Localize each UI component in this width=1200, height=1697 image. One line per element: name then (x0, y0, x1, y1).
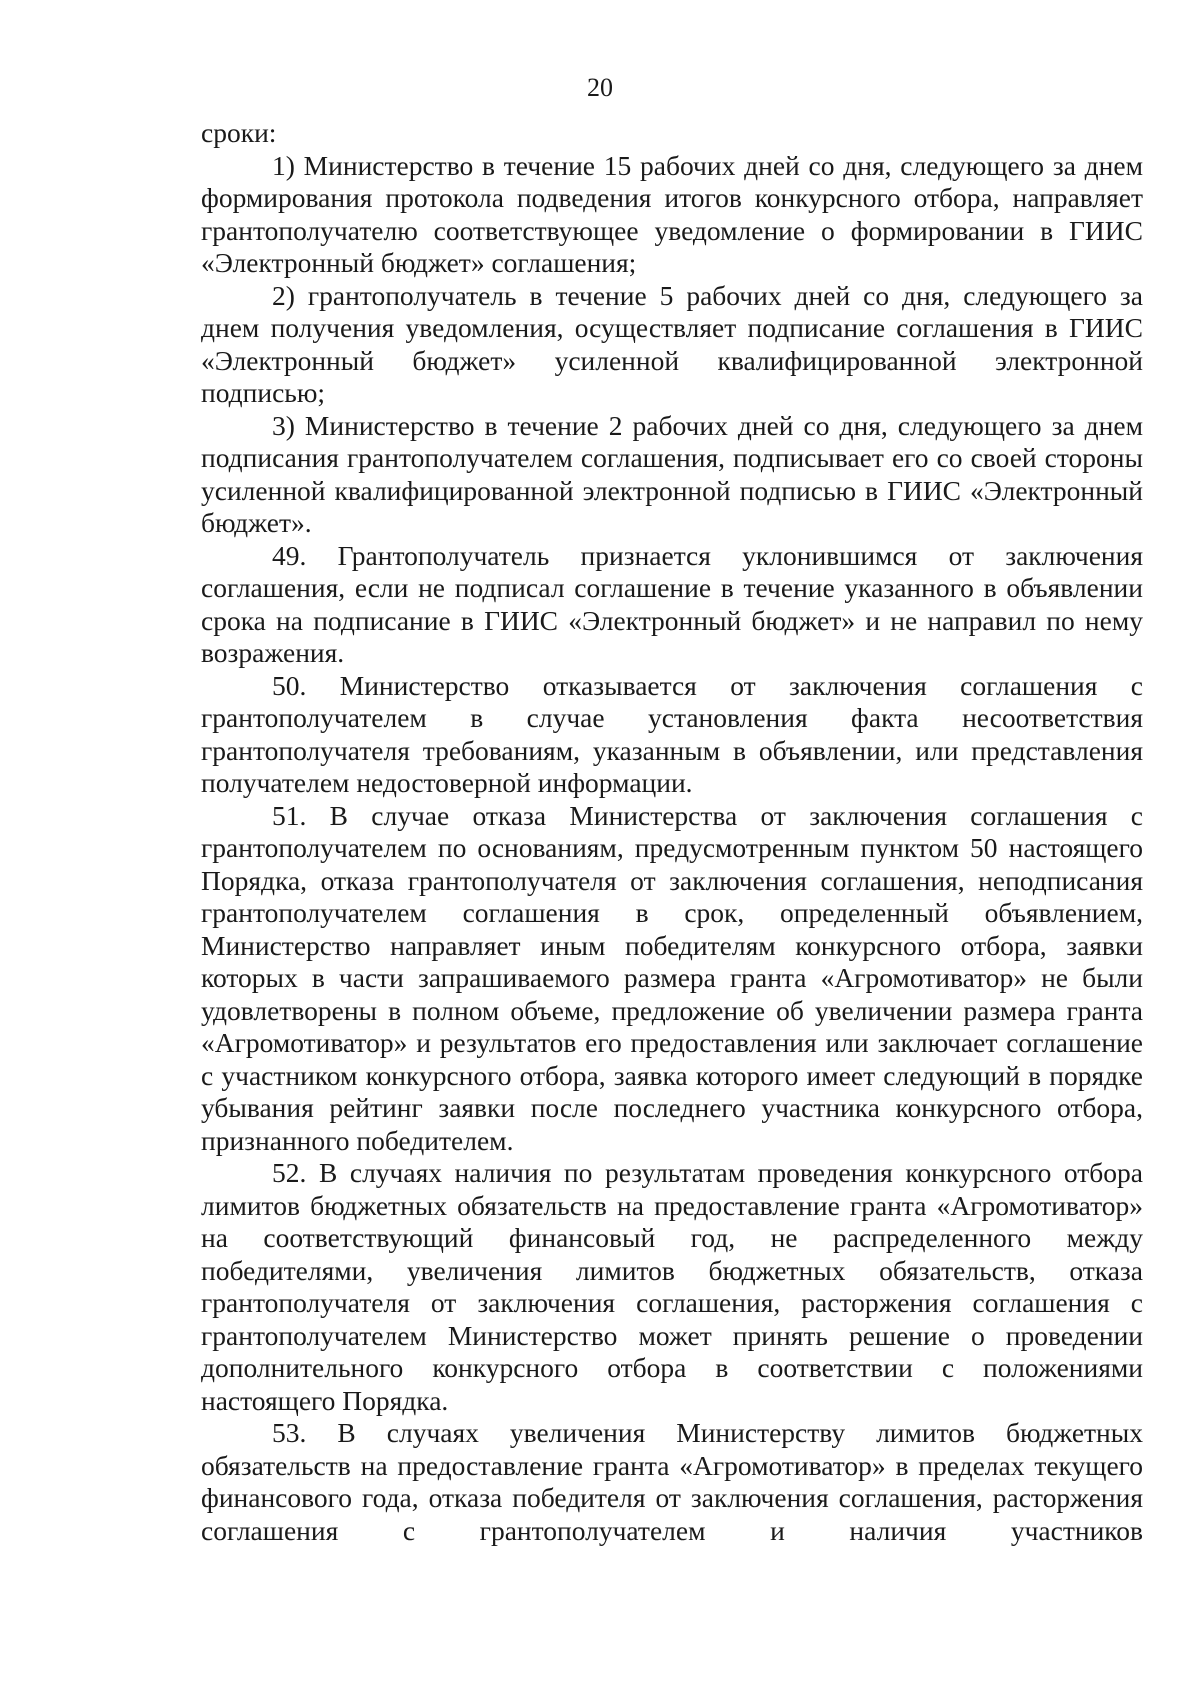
paragraph-49: 49. Грантополучатель признается уклонившимся от заключения соглашения, если не подписал соглашение в течение указанного в объявлении срока на подписание в ГИИС «Электронный бюджет» и не направил по нему возражения. (201, 539, 1143, 668)
paragraph-50: 50. Министерство отказывается от заключения соглашения с грантополучателем в случае установления факта несоответствия грантополучателя требованиям, указанным в объявлении, или представления получателем недостоверной информации. (201, 669, 1143, 798)
page-number: 20 (587, 73, 613, 102)
document-body (201, 117, 1143, 1547)
paragraph-52: 52. В случаях наличия по результатам проведения конкурсного отбора лимитов бюджетных обязательств на предоставление гранта «Агромотиватор» на соответствующий финансовый год, не распределенного между победителями, увеличения лимитов бюджетных обязательств, отказа грантополучателя от заключения соглашения, расторжения соглашения с грантополучателем Министерство может принять решение о проведении дополнительного конкурсного отбора в соответствии с положениями настоящего Порядка. (201, 1157, 1143, 1416)
paragraph-intro: сроки: (201, 117, 277, 148)
paragraph-53: 53. В случаях увеличения Министерству лимитов бюджетных обязательств на предоставление гранта «Агромотиватор» в пределах текущего финансового года, отказа победителя от заключения соглашения, расторжения соглашения с грантополучателем и наличия участников (201, 1417, 1143, 1546)
paragraph-item-1: 1) Министерство в течение 15 рабочих дней со дня, следующего за днем формирования протокола подведения итогов конкурсного отбора, направляет грантополучателю соответствующее уведомление о формировании в ГИИС «Электронный бюджет» соглашения; (201, 149, 1143, 278)
paragraph-item-2: 2) грантополучатель в течение 5 рабочих дней со дня, следующего за днем получения уведомления, осуществляет подписание соглашения в ГИИС «Электронный бюджет» усиленной квалифицированной электронной подписью; (201, 279, 1143, 408)
paragraph-item-3: 3) Министерство в течение 2 рабочих дней со дня, следующего за днем подписания грантополучателем соглашения, подписывает его со своей стороны усиленной квалифицированной электронной подписью в ГИИС «Электронный бюджет». (201, 409, 1143, 538)
paragraph-51: 51. В случае отказа Министерства от заключения соглашения с грантополучателем по основаниям, предусмотренным пунктом 50 настоящего Порядка, отказа грантополучателя от заключения соглашения, неподписания грантополучателем соглашения в срок, определенный объявлением, Министерство направляет иным победителям конкурсного отбора, заявки которых в части запрашиваемого размера гранта «Агромотиватор» не были удовлетворены в полном объеме, предложение об увеличении размера гранта «Агромотиватор» и результатов его предоставления или заключает соглашение с участником конкурсного отбора, заявка которого имеет следующий в порядке убывания рейтинг заявки после последнего участника конкурсного отбора, признанного победителем. (201, 799, 1143, 1156)
